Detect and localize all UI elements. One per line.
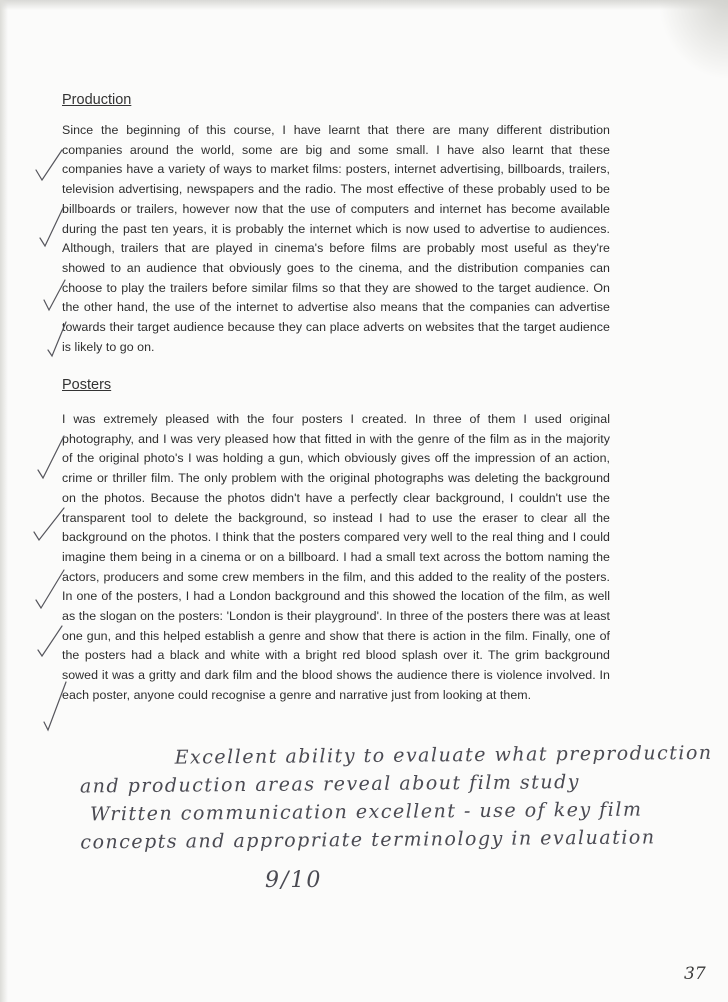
tick-mark-icon xyxy=(38,626,62,656)
production-paragraph: Since the beginning of this course, I have learnt that there are many different distribution companies around the world, some are big and some small. I have also learnt that these companies have a variety of ways to market films: posters, internet advertising, billboards, trailers, television advertising, newspapers and the radio. The most effective of these probably used to be billboards or trailers, however now that the use of computers and internet has become available during the past ten years, it is probably the internet which is now used to advertise to audiences. Although, trailers that are played in cinema's before films are probably most useful as they're showed to an audience that obviously goes to the cinema, and the distribution companies can choose to play the trailers before similar films so that they are showed to the target audience. On the other hand, the use of the internet to advertise also means that the companies can advertise towards their target audience because they can place adverts on websites that the target audience is likely to go on. xyxy=(62,123,610,354)
production-heading: Production xyxy=(62,92,132,108)
tick-mark-icon xyxy=(44,682,66,730)
posters-paragraph: I was extremely pleased with the four posters I created. In three of them I used original photography, and I was very pleased how that fitted in with the genre of the film as in the majority of the original photo's I was holding a gun, which obviously gives off the impression of an action, crime or thriller film. The only problem with the original photographs was deleting the background on the photos. Because the photos didn't have a perfectly clear background, I couldn't use the transparent tool to delete the background, so instead I had to use the eraser to clear all the background on the photos. I think that the posters compared very well to the real thing and I could imagine them being in a cinema or on a billboard. I had a small text across the bottom naming the actors, producers and some crew members in the film, and this added to the reality of the posters. In one of the posters, I had a London background and this showed the location of the film, as well as the slogan on the posters: 'London is their playground'. In three of the posters there was at least one gun, and this helped establish a genre and show that there is action in the film. Finally, one of the posters had a black and white with a bright red blood splash over it. The grim background sowed it was a gritty and dark film and the blood shows the audience there is violence involved. In each poster, anyone could recognise a genre and narrative just from looking at them. xyxy=(62,412,610,702)
tick-mark-icon xyxy=(48,322,66,356)
tick-mark-icon xyxy=(38,436,64,478)
comment-line: concepts and appropriate terminology in evaluation xyxy=(80,826,656,854)
tick-mark-icon xyxy=(36,150,62,180)
comment-line: Excellent ability to evaluate what preproduction xyxy=(174,741,713,769)
tick-mark-icon xyxy=(40,208,63,246)
grade: 9/10 xyxy=(265,868,323,893)
comment-line: and production areas reveal about film study xyxy=(79,771,581,798)
tick-mark-icon xyxy=(34,508,64,540)
comment-line: Written communication excellent - use of key film xyxy=(90,798,643,826)
page-number: 37 xyxy=(684,964,706,984)
tick-mark-icon xyxy=(44,280,65,310)
tick-mark-icon xyxy=(36,570,64,608)
teacher-comment xyxy=(79,740,713,857)
posters-heading: Posters xyxy=(62,377,112,393)
